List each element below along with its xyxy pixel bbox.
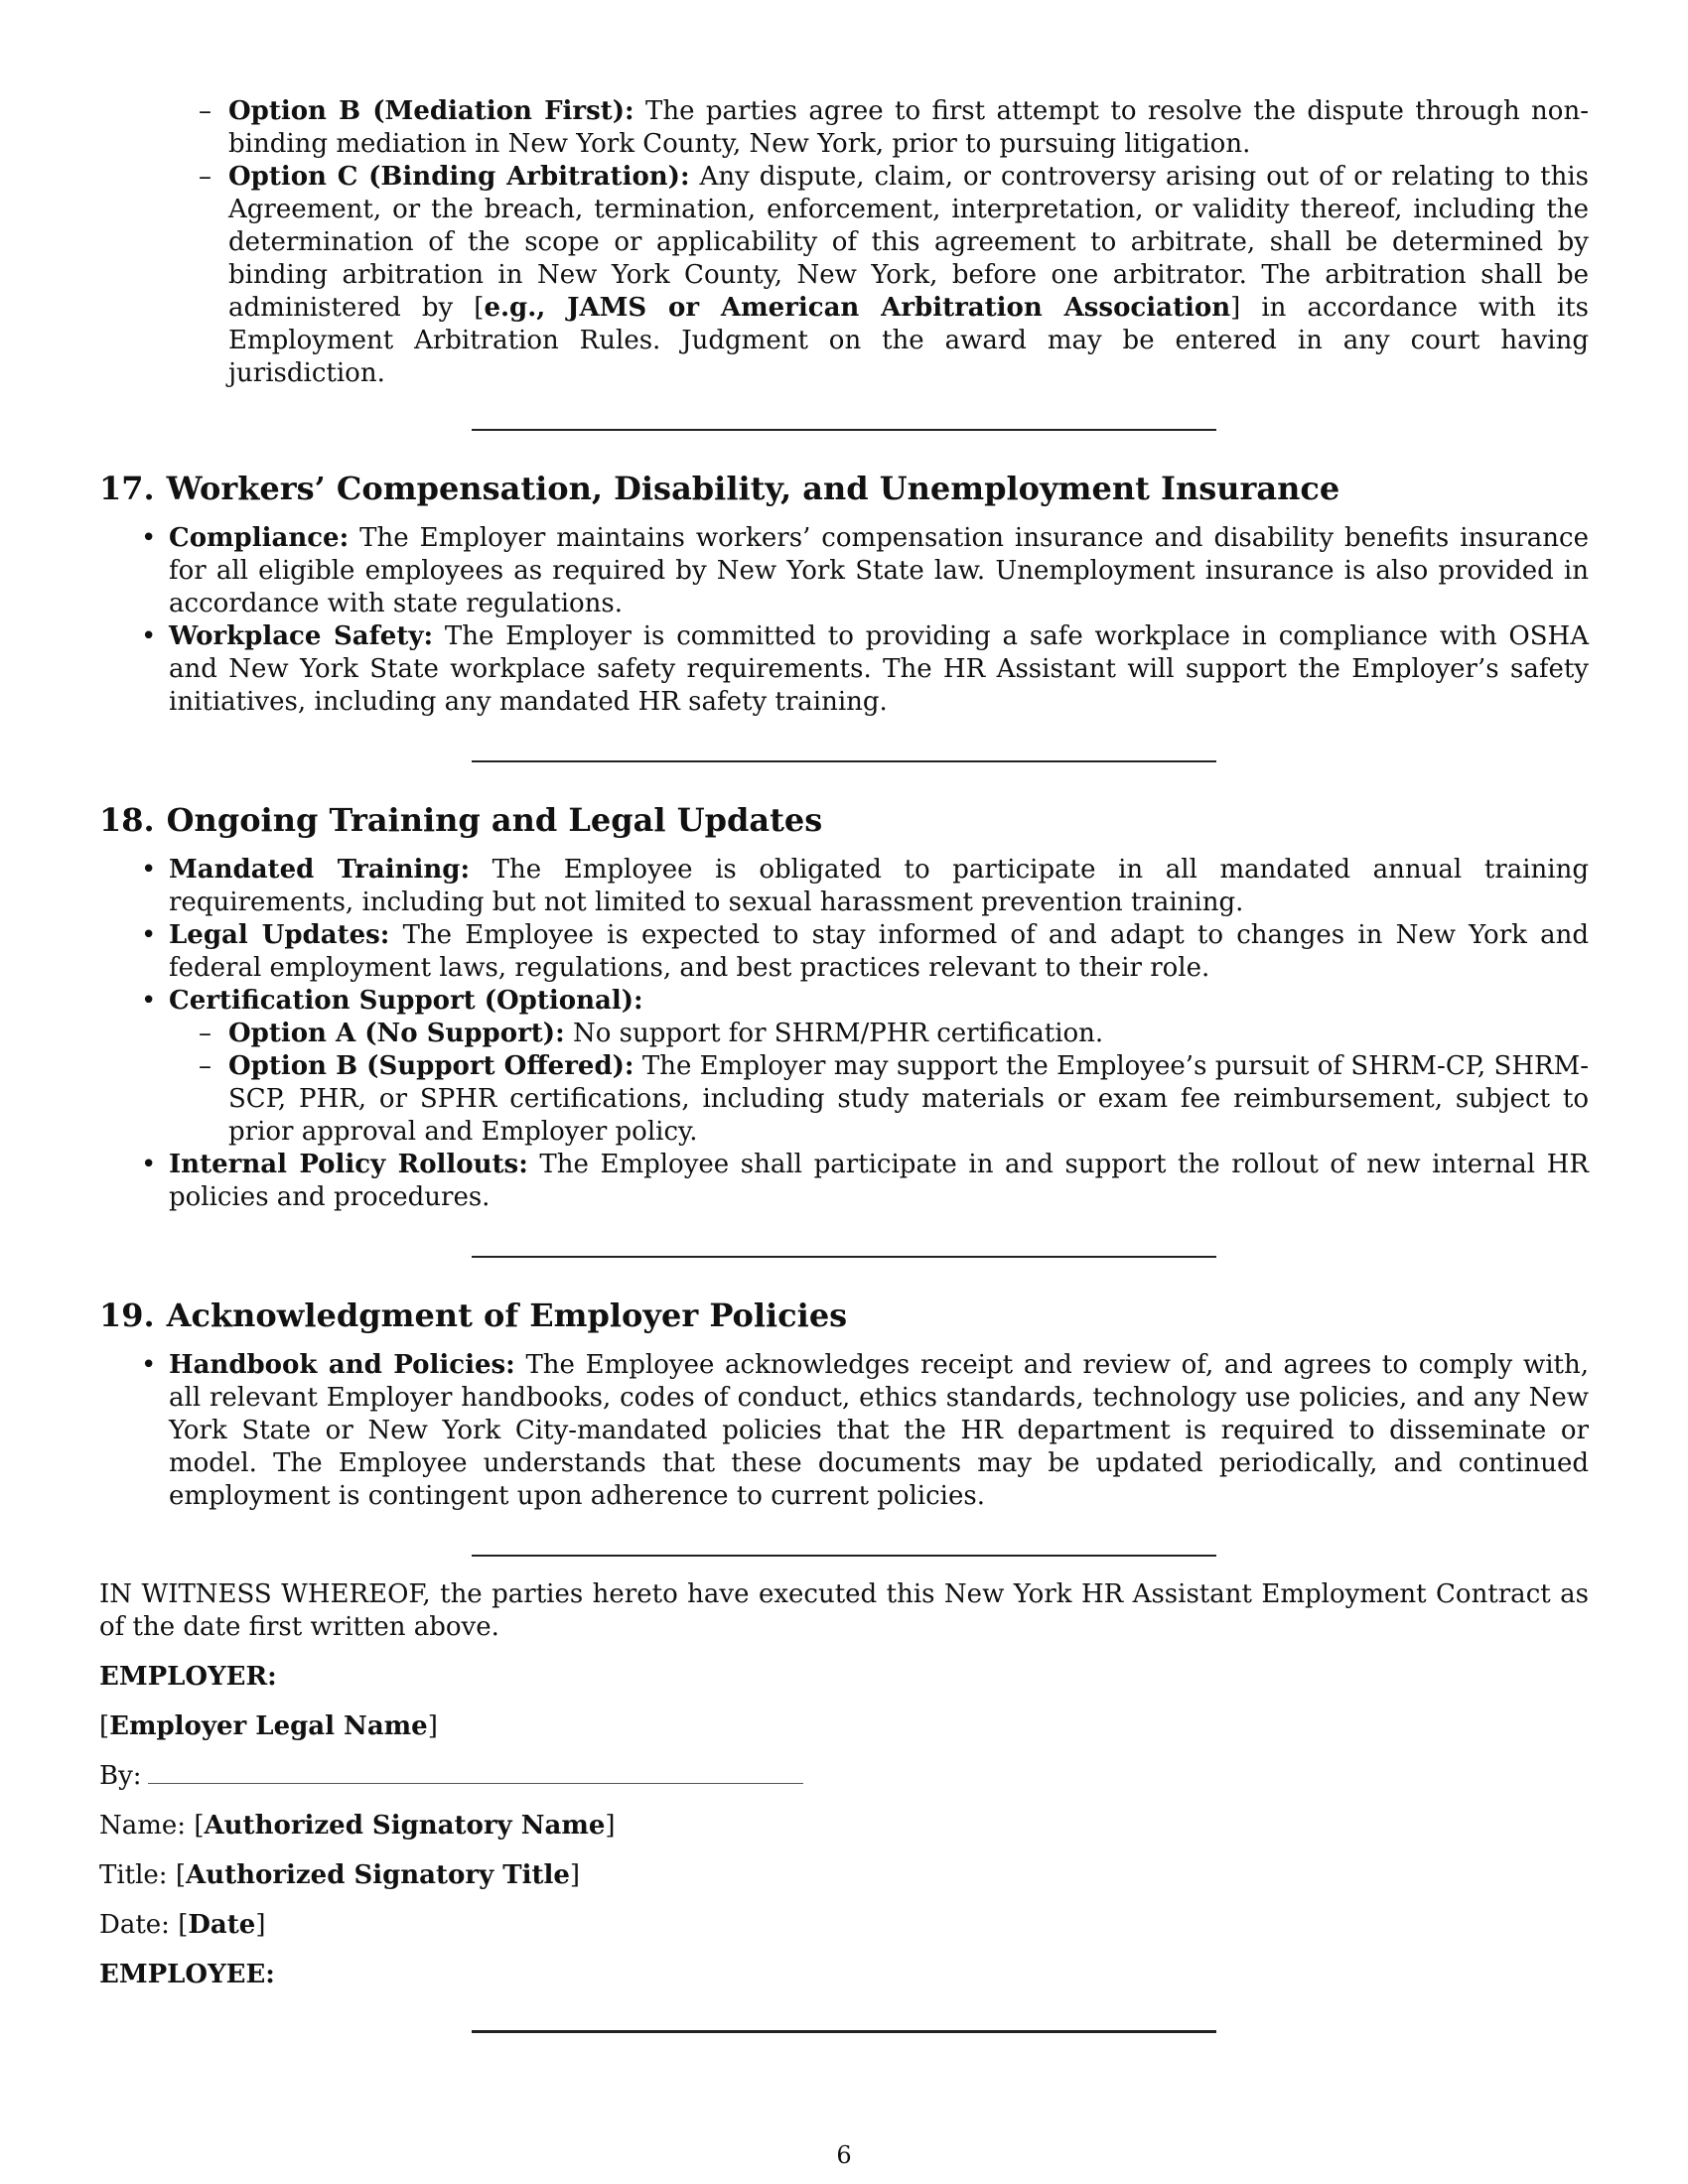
dispute-options-list: [228, 95, 1589, 390]
option-text: Any dispute, claim, or controversy arising out of or relating to this Agreement, or the breach, termination, enforcement, interpretation, or validity thereof, including the determination of the scope or applicability of this agreement to arbitrate, shall be determined by binding arbitration in New York County, New York, before one arbitrator. The arbitration shall be administered by: [228, 162, 1589, 323]
section-title: Workers’ Compensation, Disability, and Unemployment Insurance: [166, 470, 1340, 507]
bracket-open: [: [194, 1811, 205, 1841]
item-text: The Employer maintains workers’ compensation insurance and disability benefits insurance for all eligible employees as required by New York State law. Unemployment insurance is also provided in accordance with state regulations.: [169, 523, 1589, 618]
name-label: Name:: [99, 1811, 195, 1841]
employer-name-placeholder: Employer Legal Name: [109, 1711, 428, 1741]
section-divider: [472, 760, 1216, 762]
section-18-heading: [99, 800, 1589, 840]
section-divider: [472, 429, 1216, 431]
list-item-internal-policy-rollouts: [169, 1149, 1589, 1214]
bracket-open: [: [99, 1711, 110, 1741]
section-19-heading: [99, 1296, 1589, 1335]
section-title: Ongoing Training and Legal Updates: [166, 801, 823, 839]
section-18-list: [169, 854, 1589, 1214]
cert-option-b: [228, 1050, 1589, 1149]
bracket-open: [: [178, 1910, 189, 1940]
list-item-compliance: [169, 522, 1589, 620]
by-line: [99, 1760, 1589, 1793]
witness-clause: IN WITNESS WHEREOF, the parties hereto have executed this New York HR Assistant Employment Contract as of the date first written above.: [99, 1579, 1589, 1642]
section-17-list: [169, 522, 1589, 719]
item-label: Handbook and Policies:: [169, 1350, 515, 1380]
arbitration-body-placeholder: e.g., JAMS or American Arbitration Association: [484, 293, 1231, 323]
item-label: Workplace Safety:: [169, 621, 434, 651]
name-line: [99, 1810, 1589, 1843]
bracket-open: [: [175, 1860, 186, 1890]
section-divider: [472, 2030, 1216, 2033]
option-label: Option C (Binding Arbitration):: [228, 162, 690, 192]
by-label: By:: [99, 1761, 142, 1791]
section-17-heading: [99, 469, 1589, 508]
item-label: Legal Updates:: [169, 920, 390, 950]
option-label: Option B (Support Offered):: [228, 1051, 634, 1081]
item-text: The Employee acknowledges receipt and review of, and agrees to comply with, all relevant Employer handbooks, codes of conduct, ethics standards, technology use policies, and any New York State or New York City-mandated policies that the HR department is required to disseminate or model. The Employee understands that these documents may be updated periodically, and continued employment is contingent upon adherence to current policies.: [169, 1350, 1589, 1511]
bracket-close: ]: [1230, 293, 1241, 323]
option-text: The parties agree to first attempt to resolve the dispute through non-binding mediation in New York County, New York, prior to pursuing litigation.: [228, 96, 1589, 159]
cert-option-a: [228, 1018, 1589, 1050]
bracket-close: ]: [569, 1860, 581, 1890]
signature-blank-line[interactable]: [148, 1761, 803, 1784]
option-b-mediation: [228, 95, 1589, 161]
signatory-title-placeholder: Authorized Signatory Title: [186, 1860, 570, 1890]
section-number: 19.: [99, 1297, 155, 1334]
section-number: 17.: [99, 470, 155, 507]
section-divider: [472, 1256, 1216, 1258]
employee-heading: EMPLOYEE:: [99, 1960, 275, 1989]
item-label: Compliance:: [169, 523, 350, 553]
item-text: The Employee is expected to stay informed of and adapt to changes in New York and federal employment laws, regulations, and best practices relevant to their role.: [169, 920, 1589, 983]
option-label: Option B (Mediation First):: [228, 96, 634, 126]
list-item-workplace-safety: [169, 620, 1589, 719]
employer-legal-name: [99, 1710, 1589, 1743]
option-text-continued: in accordance with its Employment Arbitration Rules. Judgment on the award may be entered in any court having jurisdiction.: [228, 293, 1589, 388]
document-page: [99, 95, 1589, 2033]
list-item-handbook-policies: [169, 1349, 1589, 1513]
title-label: Title:: [99, 1860, 176, 1890]
date-placeholder: Date: [188, 1910, 256, 1940]
section-number: 18.: [99, 801, 155, 839]
option-label: Option A (No Support):: [228, 1019, 565, 1048]
item-text: The Employer is committed to providing a safe workplace in compliance with OSHA and New York State workplace safety requirements. The HR Assistant will support the Employer’s safety initiatives, including any mandated HR safety training.: [169, 621, 1589, 717]
list-item-certification-support: [169, 985, 1589, 1149]
bracket-close: ]: [605, 1811, 616, 1841]
option-c-arbitration: [228, 161, 1589, 390]
item-label: Certification Support (Optional):: [169, 986, 643, 1016]
list-item-legal-updates: [169, 919, 1589, 985]
title-line: [99, 1859, 1589, 1892]
bracket-open: [: [474, 293, 485, 323]
option-text: No support for SHRM/PHR certification.: [564, 1019, 1104, 1048]
section-title: Acknowledgment of Employer Policies: [166, 1297, 848, 1334]
section-divider: [472, 1555, 1216, 1557]
item-text: The Employee shall participate in and support the rollout of new internal HR policies and procedures.: [169, 1150, 1589, 1212]
item-text: The Employee is obligated to participate in all mandated annual training requirements, including but not limited to sexual harassment prevention training.: [169, 855, 1589, 917]
employer-heading: EMPLOYER:: [99, 1662, 277, 1692]
page-number: 6: [836, 2141, 852, 2169]
date-line: [99, 1909, 1589, 1942]
date-label: Date:: [99, 1910, 179, 1940]
list-item-mandated-training: [169, 854, 1589, 919]
item-label: Internal Policy Rollouts:: [169, 1150, 528, 1179]
bracket-close: ]: [255, 1910, 266, 1940]
item-label: Mandated Training:: [169, 855, 471, 885]
option-text: The Employer may support the Employee’s pursuit of SHRM-CP, SHRM-SCP, PHR, or SPHR certifications, including study materials or exam fee reimbursement, subject to prior approval and Employer policy.: [228, 1051, 1590, 1147]
certification-options-list: [228, 1018, 1589, 1149]
signatory-name-placeholder: Authorized Signatory Name: [204, 1811, 606, 1841]
bracket-close: ]: [427, 1711, 438, 1741]
section-19-list: [169, 1349, 1589, 1513]
